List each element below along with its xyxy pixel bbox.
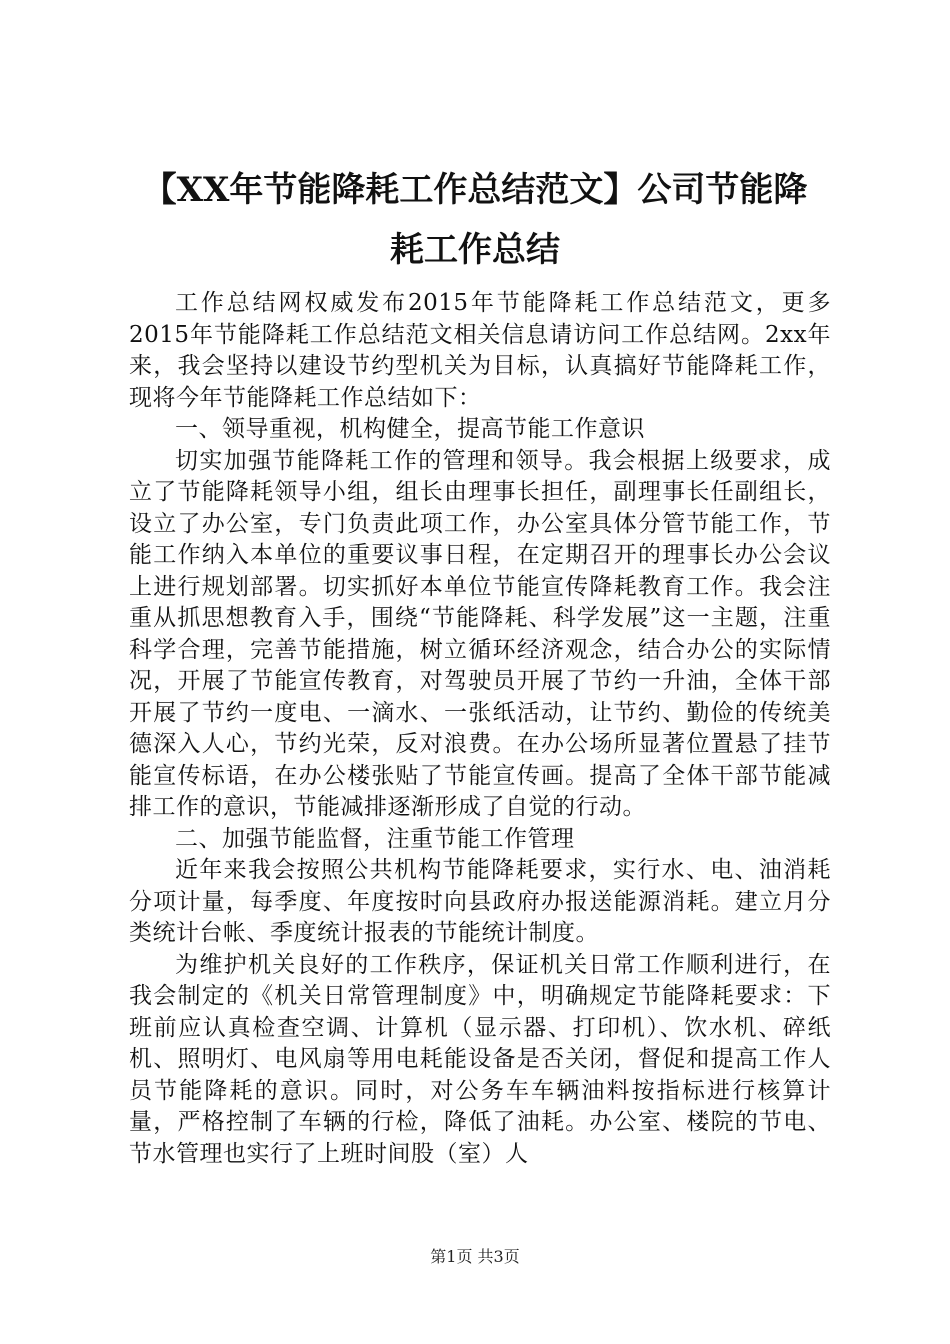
body-paragraph: 切实加强节能降耗工作的管理和领导。我会根据上级要求，成立了节能降耗领导小组，组长由理事长担任，副理事长任副组长，设立了办公室，专门负责此项工作，办公室具体分管节能工作，节能工作纳入本单位的重要议事日程，在定期召开的理事长办公会议上进行规划部署。切实抓好本单位节能宣传降耗教育工作。我会注重从抓思想教育入手，围绕“节能降耗、科学发展”这一主题，注重科学合理，完善节能措施，树立循环经济观念，结合办公的实际情况，开展了节能宣传教育，对驾驶员开展了节约一升油，全体干部开展了节约一度电、一滴水、一张纸活动，让节约、勤俭的传统美德深入人心，节约光荣，反对浪费。在办公场所显著位置悬了挂节能宣传标语，在办公楼张贴了节能宣传画。提高了全体干部节能减排工作的意识，节能减排逐渐形成了自觉的行动。 bbox=[129, 447, 831, 820]
document-title bbox=[100, 160, 850, 280]
title-line-2: 耗工作总结 bbox=[390, 230, 560, 270]
body-paragraph: 近年来我会按照公共机构节能降耗要求，实行水、电、油消耗分项计量，每季度、年度按时向县政府办报送能源消耗。建立月分类统计台帐、季度统计报表的节能统计制度。 bbox=[129, 857, 831, 946]
intro-paragraph: 工作总结网权威发布2015年节能降耗工作总结范文，更多2015年节能降耗工作总结范文相关信息请访问工作总结网。2xx年来，我会坚持以建设节约型机关为目标，认真搞好节能降耗工作，现将今年节能降耗工作总结如下： bbox=[129, 290, 831, 411]
title-line-1: 【XX年节能降耗工作总结范文】公司节能降 bbox=[142, 170, 808, 210]
section-heading-1: 一、领导重视，机构健全，提高节能工作意识 bbox=[175, 416, 645, 442]
section-heading-2: 二、加强节能监督，注重节能工作管理 bbox=[175, 825, 575, 852]
page-number-footer: 第1页 共3页 bbox=[430, 1247, 520, 1266]
document-body bbox=[129, 288, 831, 1170]
body-paragraph: 为维护机关良好的工作秩序，保证机关日常工作顺利进行，在我会制定的《机关日常管理制度》中，明确规定节能降耗要求：下班前应认真检查空调、计算机（显示器、打印机）、饮水机、碎纸机、照明灯、电风扇等用电耗能设备是否关闭，督促和提高工作人员节能降耗的意识。同时，对公务车车辆油料按指标进行核算计量，严格控制了车辆的行检，降低了油耗。办公室、楼院的节电、节水管理也实行了上班时间股（室）人 bbox=[129, 951, 831, 1167]
